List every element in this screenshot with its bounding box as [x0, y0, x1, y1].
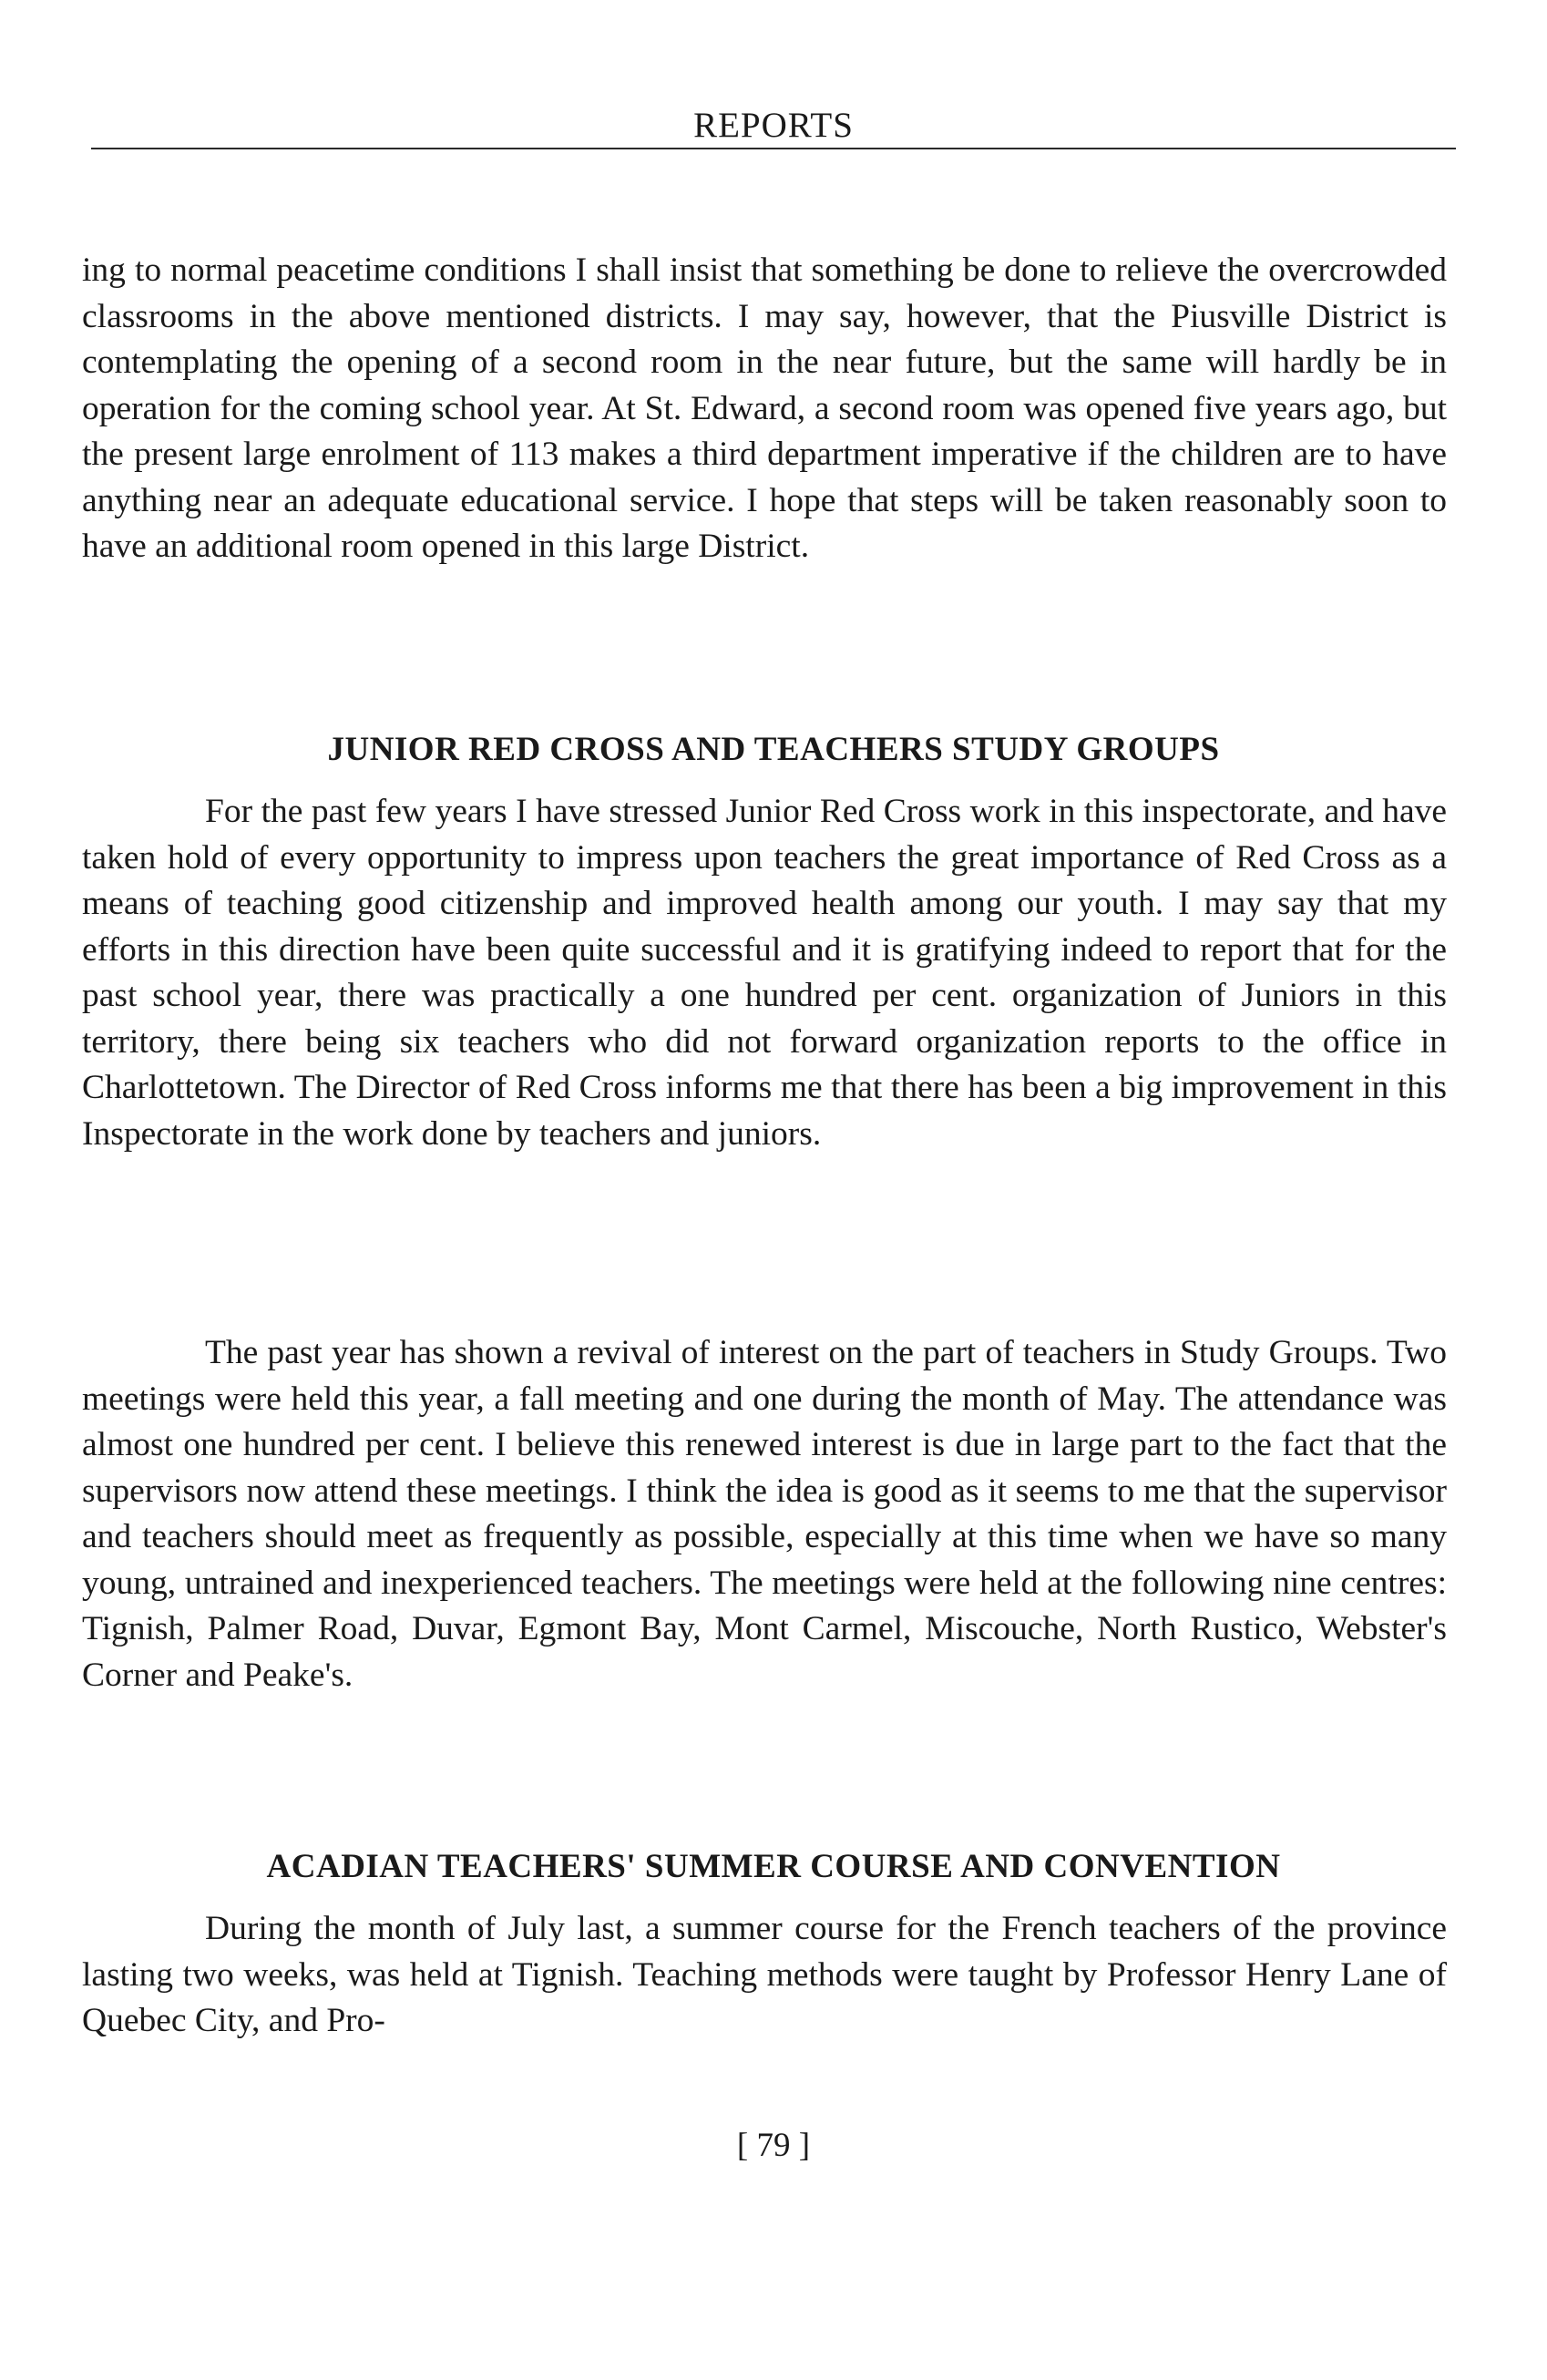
paragraph-study-groups: The past year has shown a revival of interest on the part of teachers in Study Groups. Two meetings were held this year, a fall meeting and one during the month of May. The attendance was almost one hundred per cent. I believe this renewed interest is due in large part to the fact that the supervisors now attend these meetings. I think the idea is good as it seems to me that the supervisor and teachers should meet as frequently as possible, especially at this time when we have so many young, untrained and inexperienced teachers. The meetings were held at the following nine centres: Tignish, Palmer Road, Duvar, Egmont Bay, Mont Carmel, Miscouche, North Rustico, Webster's Corner and Peake's. [82, 1334, 1447, 1694]
paragraph-red-cross: For the past few years I have stressed Junior Red Cross work in this inspectorate, and have taken hold of every opportunity to impress upon teachers the great importance of Red Cross as a means of teaching good citizenship and improved health among our youth. I may say that my efforts in this direction have been quite successful and it is gratifying indeed to report that for the past school year, there was practically a one hundred per cent. organization of Juniors in this territory, there being six teachers who did not forward organization reports to the office in Charlottetown. The Director of Red Cross informs me that there has been a big improvement in this Inspectorate in the work done by teachers and juniors. [82, 793, 1447, 1153]
heading-junior-red-cross: JUNIOR RED CROSS AND TEACHERS STUDY GROUPS [327, 731, 1220, 768]
running-head: REPORTS [693, 106, 854, 145]
paragraph-overcrowding: ing to normal peacetime conditions I shall insist that something be done to relieve the overcrowded classrooms in the above mentioned districts. I may say, however, that the Piusville District is contemplating the opening of a second room in the near future, but the same will hardly be in operation for the coming school year. At St. Edward, a second room was opened five years ago, but the present large enrolment of 113 makes a third department imperative if the children are to have anything near an adequate educational service. I hope that steps will be taken reasonably soon to have an additional room opened in this large District. [82, 251, 1447, 565]
heading-acadian-teachers: ACADIAN TEACHERS' SUMMER COURSE AND CONVENTION [266, 1848, 1281, 1885]
page-number: [ 79 ] [736, 2127, 811, 2164]
header-rule [91, 148, 1456, 149]
paragraph-summer-course: During the month of July last, a summer course for the French teachers of the province lasting two weeks, was held at Tignish. Teaching methods were taught by Professor Henry Lane of Quebec City, and Pro- [82, 1910, 1447, 2039]
